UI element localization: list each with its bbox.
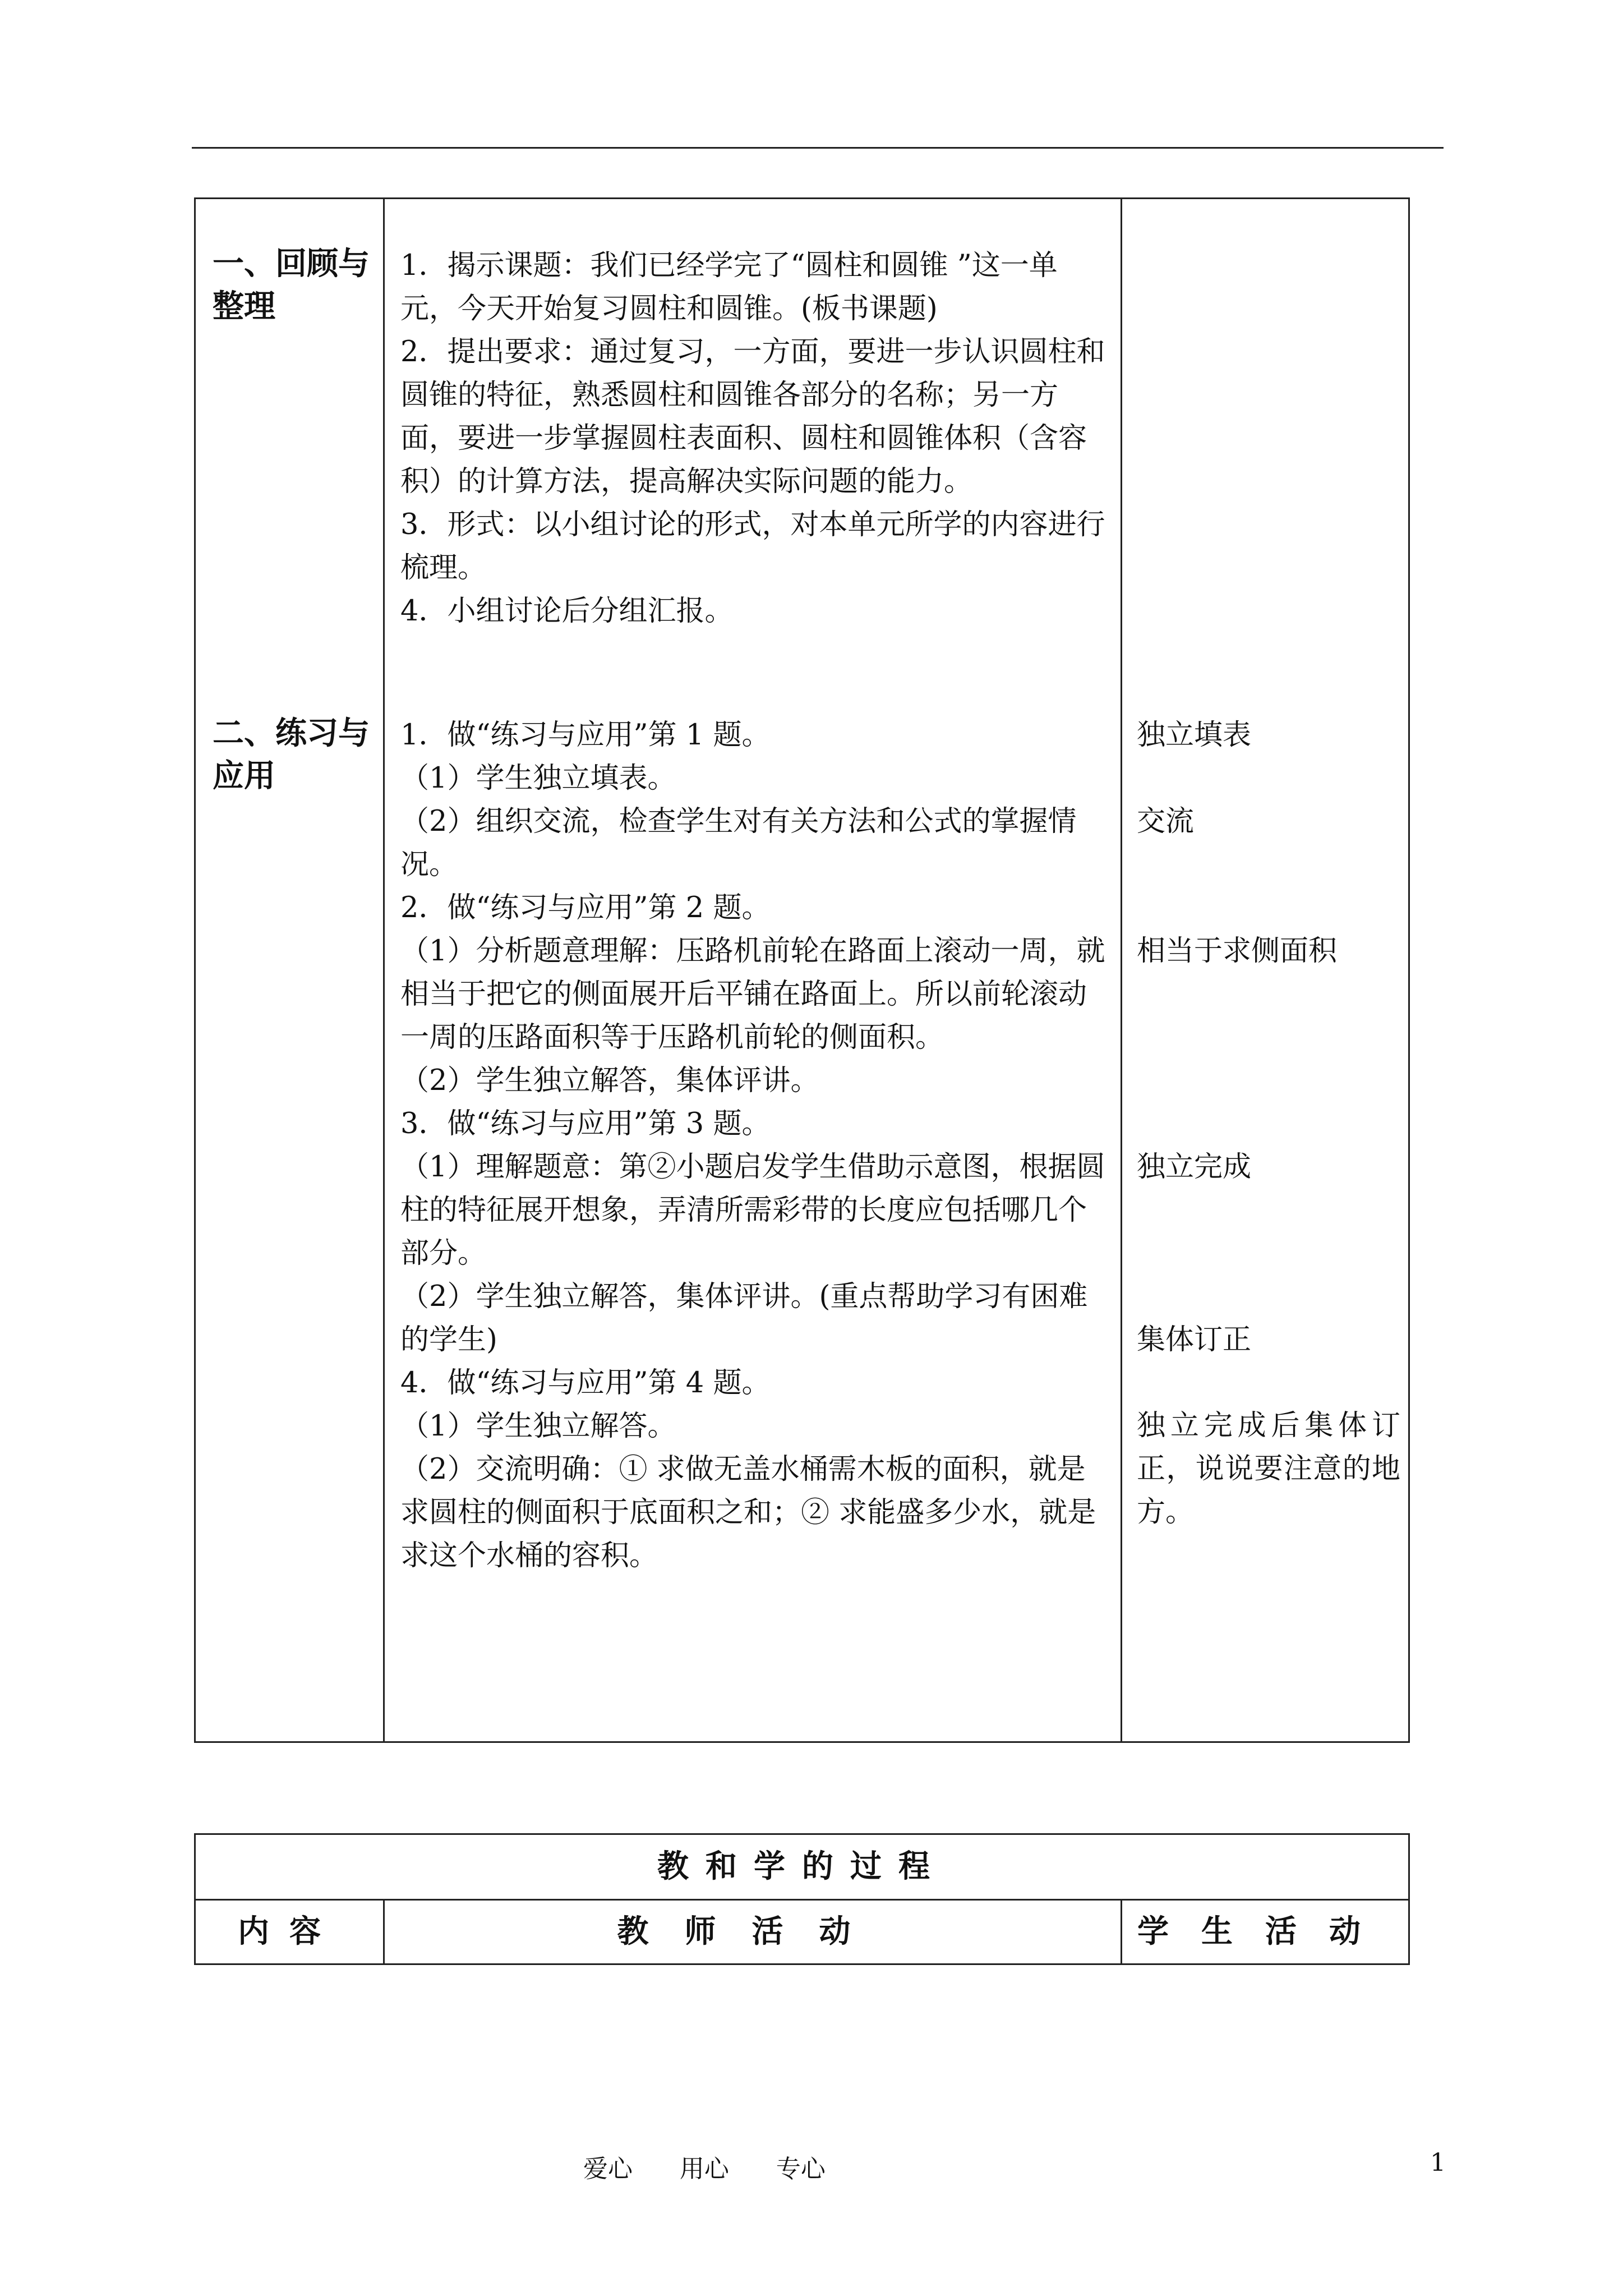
page-number: 1 [1430, 2148, 1446, 2177]
paragraph: 3．形式：以小组讨论的形式，对本单元所学的内容进行梳理。 [400, 508, 1105, 585]
lesson-table [194, 197, 1410, 1743]
header-rule [192, 147, 1444, 149]
paragraph: （2）学生独立解答，集体评讲。 [400, 1064, 819, 1097]
section-label-practice: 二、练习与应用 [213, 715, 370, 794]
paragraph: （1）理解题意：第②小题启发学生借助示意图，根据圆柱的特征展开想象，弄清所需彩带的长度应包括哪几个部分。 [400, 1151, 1105, 1270]
section-content-review [400, 244, 1113, 633]
student-activity: 相当于求侧面积 [1137, 935, 1338, 968]
process-table-title: 教和学的过程 [657, 1848, 947, 1885]
section-label-review: 一、回顾与整理 [213, 246, 370, 325]
column-divider [1121, 199, 1122, 1741]
paragraph: 1．做“练习与应用”第 1 题。 [400, 719, 771, 752]
section-content-practice [400, 714, 1113, 1577]
column-header-teacher-activity: 教师活动 [617, 1913, 887, 1950]
column-divider [383, 199, 385, 1741]
student-activity: 独立完成后集体订正，说说要注意的地方。 [1137, 1409, 1400, 1529]
paragraph: 2．做“练习与应用”第 2 题。 [400, 891, 771, 924]
student-activity: 集体订正 [1137, 1323, 1252, 1356]
student-activity: 独立完成 [1137, 1151, 1252, 1184]
paragraph: （2）组织交流，检查学生对有关方法和公式的掌握情况。 [400, 805, 1077, 881]
paragraph: 1．揭示课题：我们已经学完了“圆柱和圆锥 ”这一单元，今天开始复习圆柱和圆锥。(板书课题) [400, 249, 1058, 325]
paragraph: （2）学生独立解答，集体评讲。(重点帮助学习有困难的学生) [400, 1280, 1088, 1356]
paragraph: （2）交流明确：① 求做无盖水桶需木板的面积，就是求圆柱的侧面积于底面积之和；② 求能盛多少水，就是求这个水桶的容积。 [400, 1453, 1096, 1572]
paragraph: （1）学生独立解答。 [400, 1410, 676, 1443]
paragraph: （1）分析题意理解：压路机前轮在路面上滚动一周，就相当于把它的侧面展开后平铺在路面上。所以前轮滚动一周的压路面积等于压路机前轮的侧面积。 [400, 935, 1105, 1054]
column-header-student-activity: 学生活动 [1137, 1913, 1393, 1950]
column-header-content: 内容 [238, 1913, 341, 1950]
footer-motto: 爱心 用心 专心 [583, 2155, 826, 2183]
paragraph: 3．做“练习与应用”第 3 题。 [400, 1107, 771, 1140]
paragraph: 4．做“练习与应用”第 4 题。 [400, 1366, 771, 1400]
paragraph: 2．提出要求：通过复习，一方面，要进一步认识圆柱和圆锥的特征，熟悉圆柱和圆锥各部分的名称；另一方面，要进一步掌握圆柱表面积、圆柱和圆锥体积（含容积）的计算方法，提高解决实际问题的能力。 [400, 335, 1105, 498]
paragraph: （1）学生独立填表。 [400, 762, 676, 795]
student-activity: 独立填表 [1137, 719, 1252, 752]
paragraph: 4．小组讨论后分组汇报。 [400, 595, 734, 628]
student-activity: 交流 [1137, 805, 1195, 838]
process-table [194, 1833, 1410, 1965]
